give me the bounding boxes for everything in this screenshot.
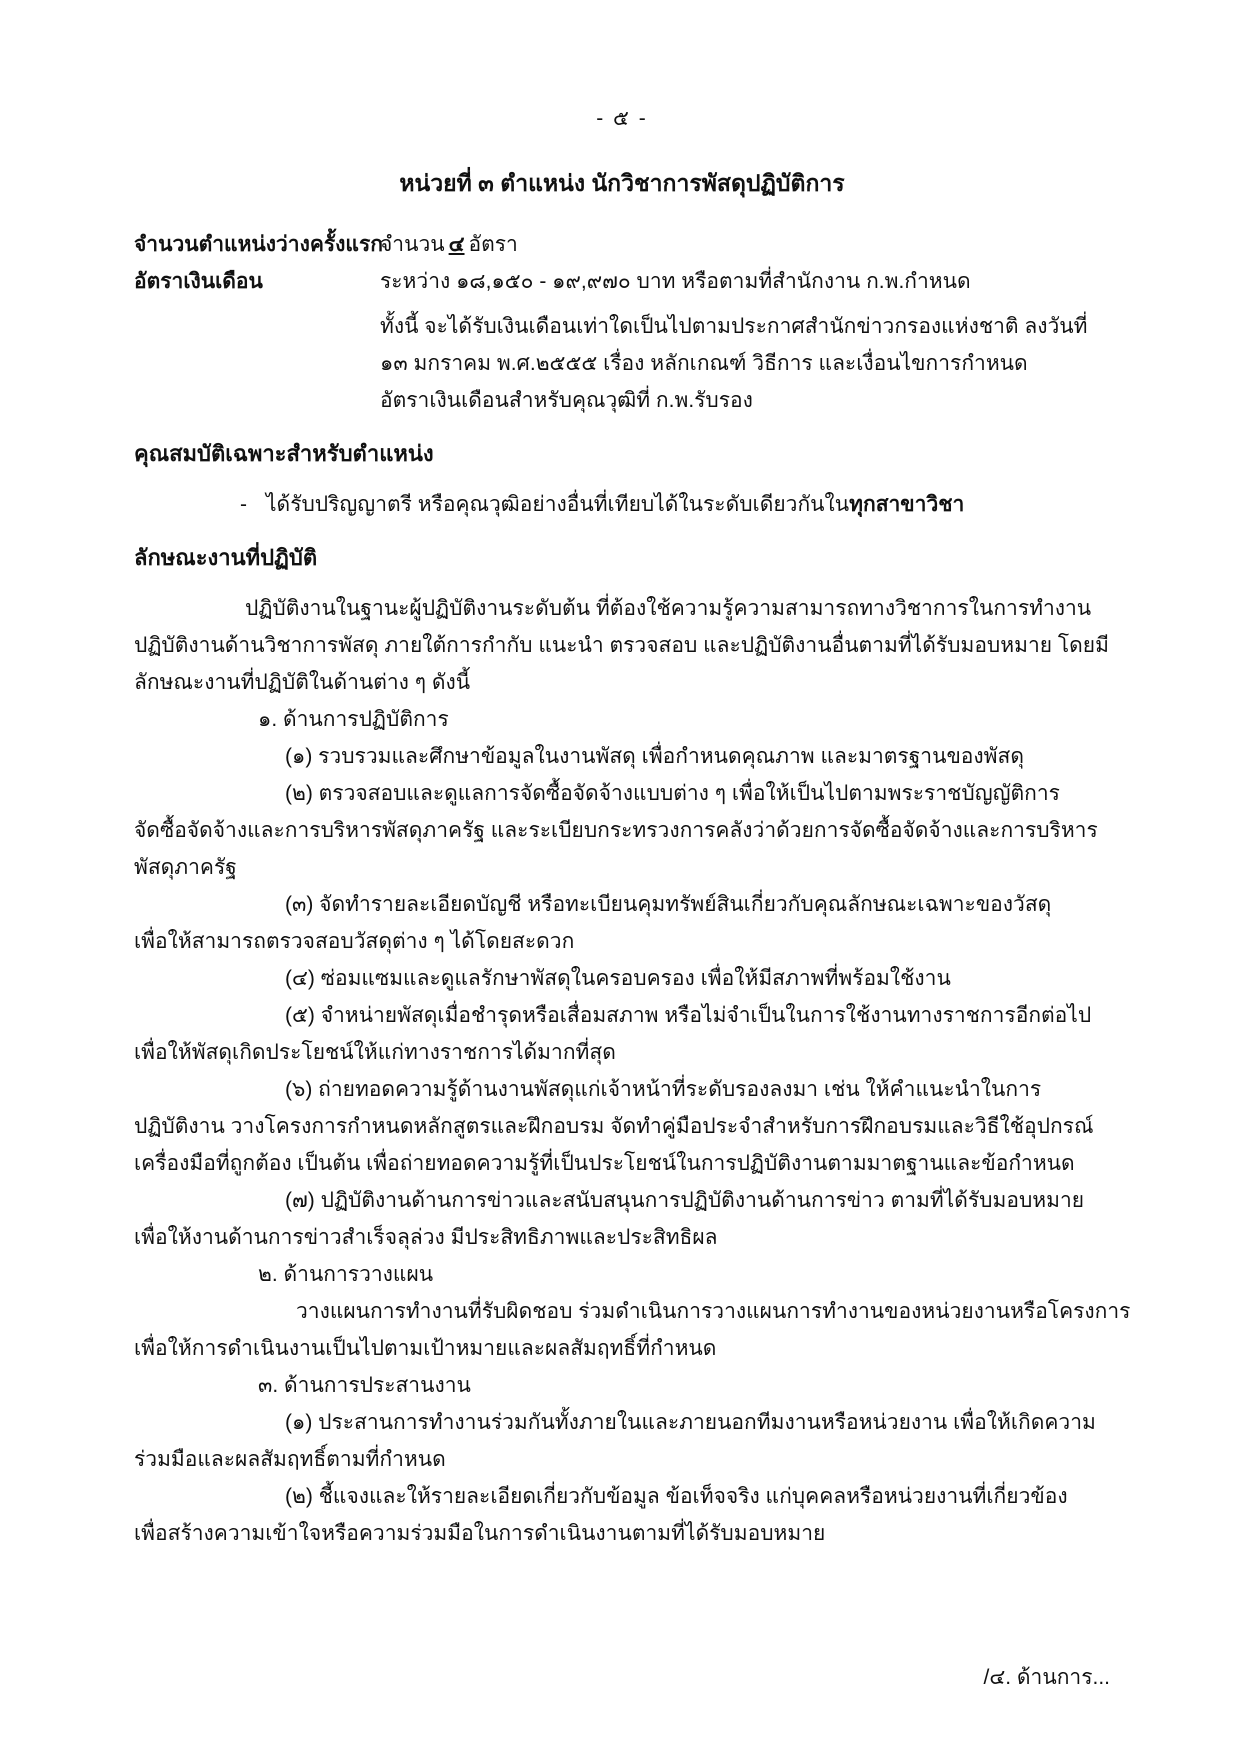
duty-line: (๒) ตรวจสอบและดูแลการจัดซื้อจัดจ้างแบบต่าง ๆ เพื่อให้เป็นไปตามพระราชบัญญัติการ: [285, 782, 1060, 805]
qualification-text: [266, 493, 964, 516]
salary-value: [380, 263, 1110, 419]
duty-line: ๓. ด้านการประสานงาน: [258, 1374, 471, 1397]
duty-line: เพื่อให้สามารถตรวจสอบวัสดุต่าง ๆ ได้โดยสะดวก: [134, 930, 575, 953]
continuation-note: /๔. ด้านการ...: [983, 1666, 1110, 1689]
salary-row: [134, 263, 1110, 419]
vacancy-count: ๔: [448, 233, 465, 256]
duties-heading: ลักษณะงานที่ปฏิบัติ: [134, 545, 318, 570]
vacancy-suffix: อัตรา: [468, 233, 518, 256]
duty-line: เพื่อให้พัสดุเกิดประโยชน์ให้แก่ทางราชการได้มากที่สุด: [134, 1041, 616, 1064]
salary-line: ทั้งนี้ จะได้รับเงินเดือนเท่าใดเป็นไปตามประกาศสำนักข่าวกรองแห่งชาติ ลงวันที่: [380, 315, 1088, 338]
duties-body: [134, 590, 1131, 1552]
duty-line: ปฏิบัติงาน วางโครงการกำหนดหลักสูตรและฝึกอบรม จัดทำคู่มือประจำสำหรับการฝึกอบรมและวิธีใช้อุปกรณ์: [134, 1115, 1094, 1138]
qualifications-heading: คุณสมบัติเฉพาะสำหรับตำแหน่ง: [134, 441, 434, 466]
duty-line: (๒) ชี้แจงและให้รายละเอียดเกี่ยวกับข้อมูล ข้อเท็จจริง แก่บุคคลหรือหน่วยงานที่เกี่ยวข้อง: [285, 1485, 1068, 1508]
bullet-dash: -: [240, 493, 247, 516]
duty-line: เครื่องมือที่ถูกต้อง เป็นต้น เพื่อถ่ายทอดความรู้ที่เป็นประโยชน์ในการปฏิบัติงานตามมาตฐานและข้อกำหนด: [134, 1152, 1075, 1175]
duty-line: ๒. ด้านการวางแผน: [258, 1263, 434, 1286]
salary-line: ๑๓ มกราคม พ.ศ.๒๕๕๕ เรื่อง หลักเกณฑ์ วิธีการ และเงื่อนไขการกำหนด: [380, 352, 1028, 375]
qualification-text-bold: ทุกสาขาวิชา: [849, 493, 965, 516]
duty-line: ปฏิบัติงานด้านวิชาการพัสดุ ภายใต้การกำกับ แนะนำ ตรวจสอบ และปฏิบัติงานอื่นตามที่ได้รับมอบหมาย โดยมี: [134, 634, 1109, 657]
duty-line: เพื่อให้งานด้านการข่าวสำเร็จลุล่วง มีประสิทธิภาพและประสิทธิผล: [134, 1226, 718, 1249]
duty-line: (๕) จำหน่ายพัสดุเมื่อชำรุดหรือเสื่อมสภาพ หรือไม่จำเป็นในการใช้งานทางราชการอีกต่อไป: [285, 1004, 1092, 1027]
duty-line: (๗) ปฏิบัติงานด้านการข่าวและสนับสนุนการปฏิบัติงานด้านการข่าว ตามที่ได้รับมอบหมาย: [285, 1189, 1085, 1212]
duty-line: ร่วมมือและผลสัมฤทธิ์ตามที่กำหนด: [134, 1448, 446, 1471]
page-title: หน่วยที่ ๓ ตำแหน่ง นักวิชาการพัสดุปฏิบัติการ: [399, 170, 845, 196]
vacancy-value-line: [380, 226, 1110, 263]
duty-line: เพื่อให้การดำเนินงานเป็นไปตามเป้าหมายและผลสัมฤทธิ์ที่กำหนด: [134, 1337, 717, 1360]
vacancy-value: [380, 226, 1110, 263]
vacancy-prefix: จำนวน: [380, 233, 445, 256]
vacancy-row: [134, 226, 1110, 263]
salary-line: ระหว่าง ๑๘,๑๕๐ - ๑๙,๙๗๐ บาท หรือตามที่สำนักงาน ก.พ.กำหนด: [380, 270, 971, 293]
duty-line: (๖) ถ่ายทอดความรู้ด้านงานพัสดุแก่เจ้าหน้าที่ระดับรองลงมา เช่น ให้คำแนะนำในการ: [285, 1078, 1042, 1101]
duty-line: พัสดุภาครัฐ: [134, 856, 237, 879]
duty-line: (๔) ซ่อมแซมและดูแลรักษาพัสดุในครอบครอง เพื่อให้มีสภาพที่พร้อมใช้งาน: [285, 967, 951, 990]
duty-line: ๑. ด้านการปฏิบัติการ: [258, 708, 449, 731]
salary-line: อัตราเงินเดือนสำหรับคุณวุฒิที่ ก.พ.รับรอง: [380, 389, 753, 412]
vacancy-label: จำนวนตำแหน่งว่างครั้งแรก: [134, 233, 383, 256]
duty-line: ปฏิบัติงานในฐานะผู้ปฏิบัติงานระดับต้น ที่ต้องใช้ความรู้ความสามารถทางวิชาการในการทำงาน: [245, 597, 1092, 620]
duty-line: (๑) ประสานการทำงานร่วมกันทั้งภายในและภายนอกทีมงานหรือหน่วยงาน เพื่อให้เกิดความ: [285, 1411, 1096, 1434]
duty-line: (๑) รวบรวมและศึกษาข้อมูลในงานพัสดุ เพื่อกำหนดคุณภาพ และมาตรฐานของพัสดุ: [285, 745, 1024, 768]
salary-label: อัตราเงินเดือน: [134, 270, 263, 293]
duty-line: จัดซื้อจัดจ้างและการบริหารพัสดุภาครัฐ และระเบียบกระทรวงการคลังว่าด้วยการจัดซื้อจัดจ้างและการบริหาร: [134, 819, 1098, 842]
qualification-text-normal: ได้รับปริญญาตรี หรือคุณวุฒิอย่างอื่นที่เทียบได้ในระดับเดียวกันใน: [266, 493, 850, 516]
qualification-item: [134, 486, 1110, 523]
page-number: - ๕ -: [596, 107, 648, 130]
duty-line: (๓) จัดทำรายละเอียดบัญชี หรือทะเบียนคุมทรัพย์สินเกี่ยวกับคุณลักษณะเฉพาะของวัสดุ: [285, 893, 1052, 916]
duty-line: เพื่อสร้างความเข้าใจหรือความร่วมมือในการดำเนินงานตามที่ได้รับมอบหมาย: [134, 1522, 826, 1545]
duty-line: วางแผนการทำงานที่รับผิดชอบ ร่วมดำเนินการวางแผนการทำงานของหน่วยงานหรือโครงการ: [296, 1300, 1131, 1323]
duty-line: ลักษณะงานที่ปฏิบัติในด้านต่าง ๆ ดังนี้: [134, 671, 471, 694]
